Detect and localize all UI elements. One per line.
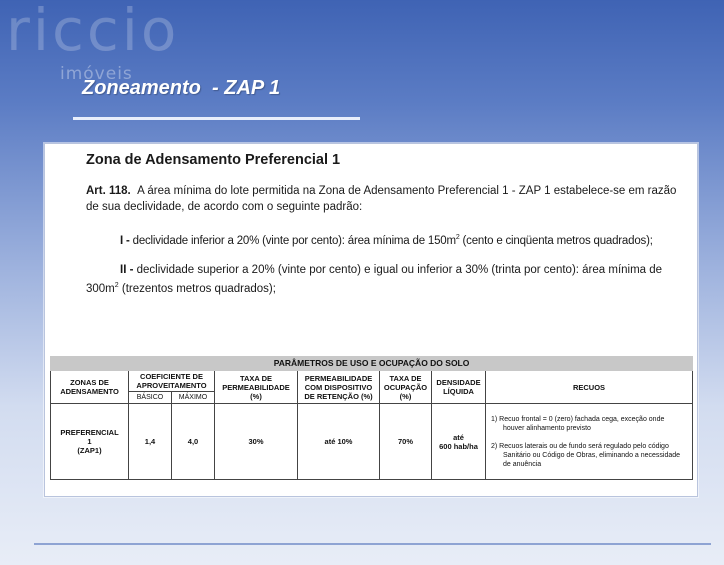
slide-title: Zoneamento - ZAP 1 (82, 77, 281, 99)
header-coeficiente: COEFICIENTE DE APROVEITAMENTO (129, 371, 215, 392)
item-2-label: II - (120, 264, 134, 276)
item-2-text: declividade superior a 20% (vinte por cento) e igual ou inferior a 30% (trinta por cento): área mínima de 300m (86, 264, 663, 295)
item-1-text: declividade inferior a 20% (vinte por cento): área mínima de 150m (129, 234, 456, 247)
article-118 (86, 183, 686, 215)
item-1-label: I - (120, 234, 130, 247)
cell-permeabilidade-dispositivo: até 10% (298, 404, 380, 480)
item-2-text-after: (trezentos metros quadrados); (118, 282, 276, 295)
cell-recuos (486, 404, 693, 480)
table-title: PARÂMETROS DE USO E OCUPAÇÃO DO SOLO (51, 357, 693, 371)
document-excerpt (44, 143, 698, 497)
header-permeabilidade-dispositivo: PERMEABILIDADE COM DISPOSITIVO DE RETENÇÃO (%) (298, 371, 380, 404)
header-zonas: ZONAS DE ADENSAMENTO (51, 371, 129, 404)
item-1-text-after: (cento e cinqüenta metros quadrados); (459, 234, 653, 247)
cell-densidade (432, 404, 486, 480)
table-row (51, 404, 693, 480)
header-recuos: RECUOS (486, 371, 693, 404)
cell-taxa-ocupacao: 70% (380, 404, 432, 480)
densidade-line-1: até (453, 432, 464, 442)
header-basico: BÁSICO (129, 392, 172, 404)
item-1-sup: 2 (455, 234, 460, 241)
bottom-divider (34, 543, 711, 545)
recuo-item-2: 2) Recuos laterais ou de fundo será regulado pelo código Sanitário ou Código de Obras, eliminando a necessidade de anuência (491, 442, 681, 468)
cell-zona (51, 404, 129, 480)
document-heading: Zona de Adensamento Preferencial 1 (86, 152, 341, 168)
title-underline (73, 117, 360, 120)
logo-wordmark: riccio (6, 0, 180, 64)
header-taxa-ocupacao: TAXA DE OCUPAÇÃO (%) (380, 371, 432, 404)
zona-line-1: PREFERENCIAL (60, 428, 119, 437)
article-text: A área mínima do lote permitida na Zona de Adensamento Preferencial 1 - ZAP 1 estabelece-se em razão de sua declividade, de acordo com o seguinte padrão: (86, 185, 677, 213)
cell-basico: 1,4 (129, 404, 172, 480)
parameters-table (50, 356, 693, 480)
zona-line-2: 1 (87, 437, 92, 446)
article-item-2 (86, 262, 690, 297)
header-maximo: MÁXIMO (172, 392, 215, 404)
cell-taxa-permeabilidade: 30% (215, 404, 298, 480)
article-label: Art. 118. (86, 185, 131, 197)
article-item-1 (120, 230, 690, 249)
cell-maximo: 4,0 (172, 404, 215, 480)
item-2-sup: 2 (114, 282, 119, 289)
header-taxa-permeabilidade: TAXA DE PERMEABILIDADE (%) (215, 371, 298, 404)
zona-line-3: (ZAP1) (77, 446, 102, 455)
densidade-line-2: 600 hab/ha (439, 441, 478, 451)
recuo-item-1: 1) Recuo frontal = 0 (zero) fachada cega, exceção onde houver alinhamento previsto (491, 415, 665, 432)
logo-subtitle: imóveis (60, 64, 133, 84)
header-densidade: DENSIDADE LÍQUIDA (432, 371, 486, 404)
